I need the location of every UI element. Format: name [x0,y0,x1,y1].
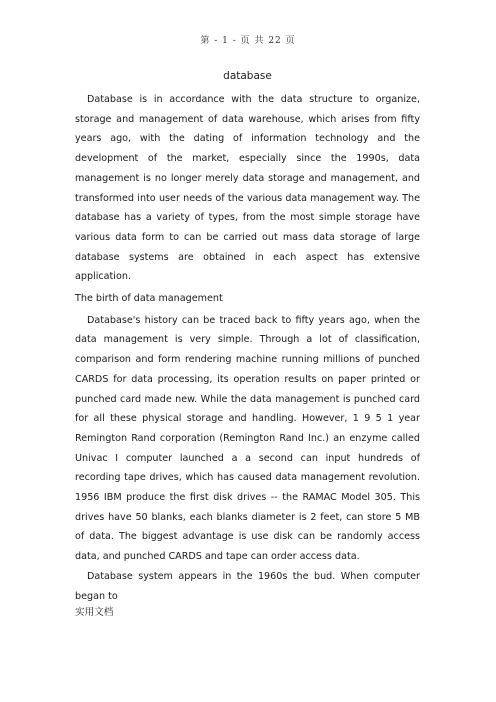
paragraph-intro: Database is in accordance with the data structure to organize, storage and management of data warehouse, which arises from fifty years ago, with the dating of information technology and the development of the market, especially since the 1990s, data management is no longer merely data storage and management, and transformed into user needs of the various data management way. The database has a variety of types, from the most simple storage have various data form to can be carried out mass data storage of large database systems are obtained in each aspect has extensive application. [75,94,420,283]
paragraph-history: Database's history can be traced back to fifty years ago, when the data management is very simple. Through a lot of classification, comparison and form rendering machine running millions of punched CARDS for data processing, its operation results on paper printed or punched card made new. While the data management is punched card for all these physical storage and handling. However, 1 9 5 1 year Remington Rand corporation (Remington Rand Inc.) an enzyme called Univac I computer launched a a second can input hundreds of recording tape drives, which has caused data management revolution. 1956 IBM produce the first disk drives -- the RAMAC Model 305. This drives have 50 blanks, each blanks diameter is 2 feet, can store 5 MB of data. The biggest advantage is use disk can be randomly access data, and punched CARDS and tape can order access data. [75,314,420,563]
footer-note: 实用文档 [75,607,114,619]
document-body [75,70,420,620]
document-title: database [223,70,272,82]
paragraph-database-system: Database system appears in the 1960s the bud. When computer began to [75,570,420,602]
section-heading: The birth of data management [75,293,223,305]
page-number-header: 第 - 1 - 页 共 22 页 [200,36,296,46]
